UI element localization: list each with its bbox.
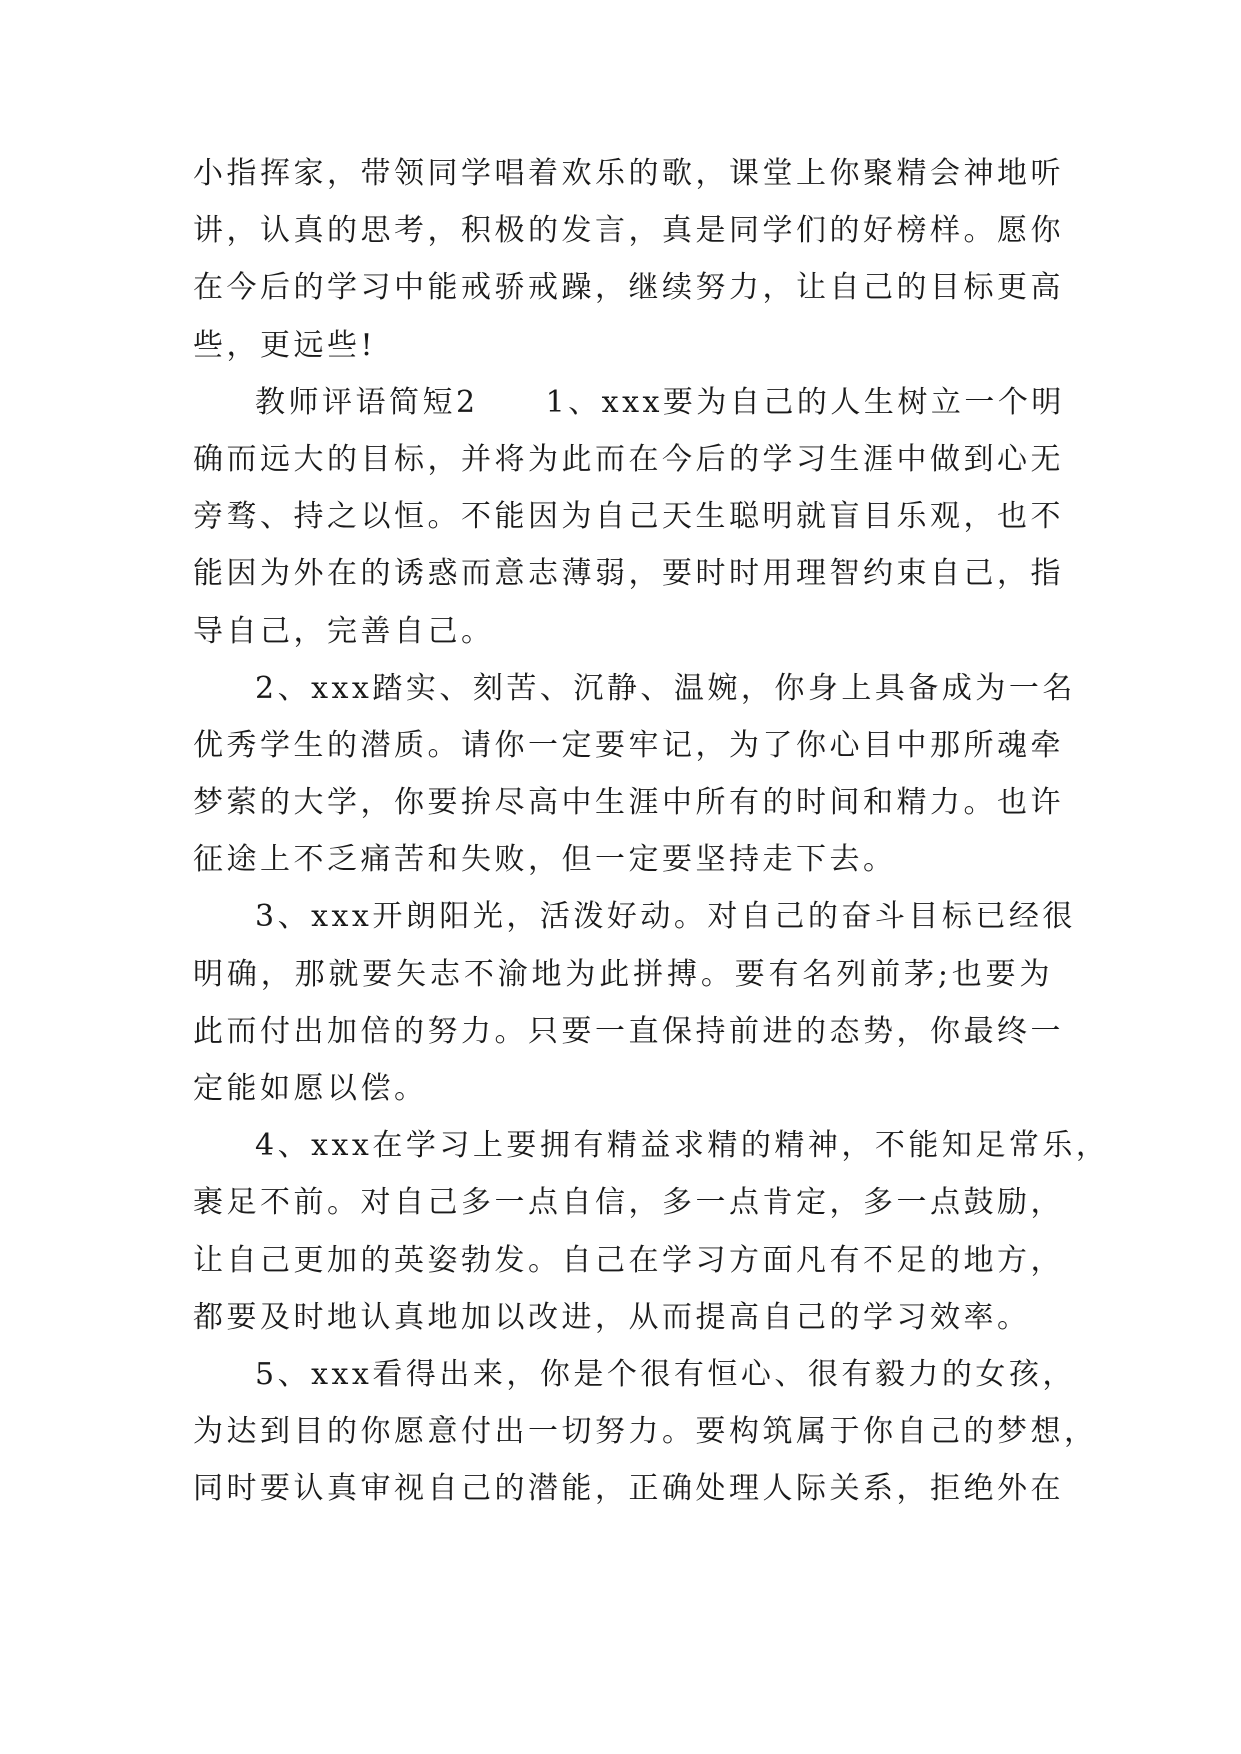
text-line: 4、xxx在学习上要拥有精益求精的精神，不能知足常乐， [255, 1128, 1110, 1164]
text-line: 都要及时地认真地加以改进，从而提高自己的学习效率。 [193, 1299, 1031, 1335]
text-line: 梦萦的大学，你要拚尽高中生涯中所有的时间和精力。也许 [193, 785, 1064, 821]
text-line: 优秀学生的潜质。请你一定要牢记，为了你心目中那所魂牵 [193, 727, 1064, 763]
text-line: 在今后的学习中能戒骄戒躁，继续努力，让自己的目标更高 [193, 270, 1064, 306]
text-line: 同时要认真审视自己的潜能，正确处理人际关系，拒绝外在 [193, 1471, 1064, 1507]
text-line: 能因为外在的诱惑而意志薄弱，要时时用理智约束自己，指 [193, 556, 1064, 592]
text-line: 3、xxx开朗阳光，活泼好动。对自己的奋斗目标已经很 [255, 899, 1076, 935]
text-line: 2、xxx踏实、刻苦、沉静、温婉，你身上具备成为一名 [255, 670, 1076, 706]
document-body [193, 145, 1110, 1518]
text-line: 为达到目的你愿意付出一切努力。要构筑属于你自己的梦想， [193, 1414, 1098, 1450]
text-line: 征途上不乏痛苦和失败，但一定要坚持走下去。 [193, 842, 897, 878]
text-line: 些，更远些! [193, 327, 377, 363]
text-line: 确而远大的目标，并将为此而在今后的学习生涯中做到心无 [193, 441, 1064, 477]
text-line: 教师评语简短2 1、xxx要为自己的人生树立一个明 [255, 384, 1065, 420]
text-line: 旁骛、持之以恒。不能因为自己天生聪明就盲目乐观，也不 [193, 499, 1064, 535]
text-line: 裹足不前。对自己多一点自信，多一点肯定，多一点鼓励， [193, 1185, 1064, 1221]
text-line: 小指挥家，带领同学唱着欢乐的歌，课堂上你聚精会神地听 [193, 156, 1064, 191]
text-line: 此而付出加倍的努力。只要一直保持前进的态势，你最终一 [193, 1013, 1064, 1049]
text-line: 讲，认真的思考，积极的发言，真是同学们的好榜样。愿你 [193, 213, 1064, 249]
text-line: 导自己，完善自己。 [193, 613, 495, 649]
text-line: 明确，那就要矢志不渝地为此拼搏。要有名列前茅;也要为 [193, 956, 1053, 992]
text-line: 5、xxx看得出来，你是个很有恒心、很有毅力的女孩， [255, 1356, 1076, 1392]
text-line: 定能如愿以偿。 [193, 1071, 428, 1106]
text-line: 让自己更加的英姿勃发。自己在学习方面凡有不足的地方， [193, 1242, 1064, 1278]
